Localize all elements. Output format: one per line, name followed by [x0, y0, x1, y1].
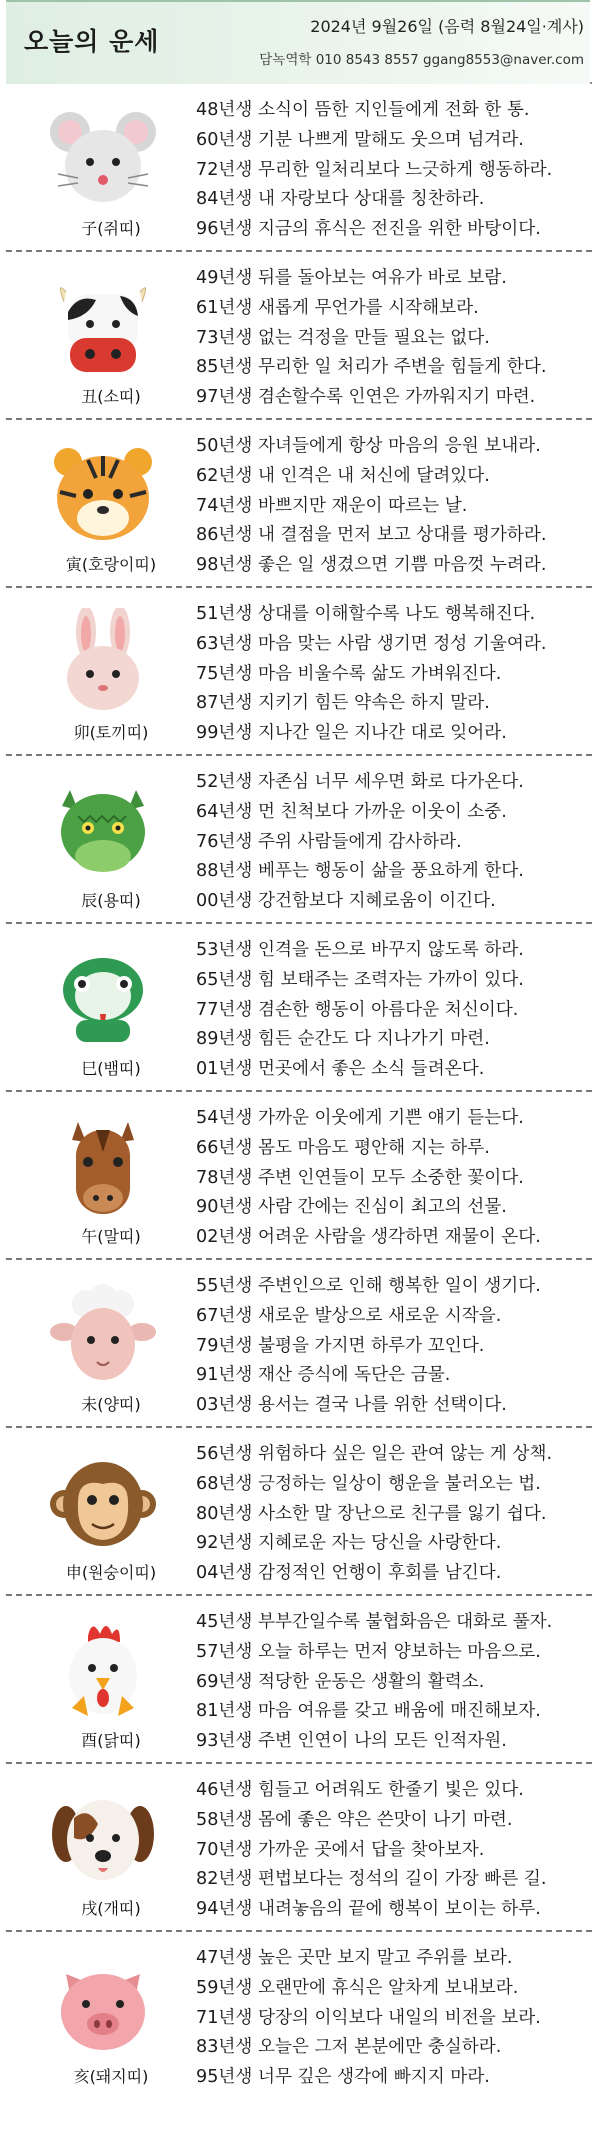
date-text: 2024년 9월26일 (음력 8월24일·계사): [310, 17, 584, 36]
header: [6, 0, 592, 84]
fortune-line: 61년생 새롭게 무언가를 시작해보라.: [196, 297, 479, 318]
fortune-line: 04년생 감정적인 언행이 후회를 남긴다.: [196, 1563, 502, 1584]
fortune-line: 97년생 겸손할수록 인연은 가까워지기 마련.: [196, 387, 536, 408]
page-title: 오늘의 운세: [24, 27, 160, 56]
zodiac-label: 午(말띠): [81, 1227, 141, 1246]
fortune-line: 49년생 뒤를 돌아보는 여유가 바로 보람.: [196, 268, 507, 288]
fortune-line: 76년생 주위 사람들에게 감사하라.: [196, 831, 462, 852]
zodiac-row: [6, 1596, 592, 1764]
fortune-line: 89년생 힘든 순간도 다 지나가기 마련.: [196, 1029, 490, 1050]
fortune-line: 60년생 기분 나쁘게 말해도 웃으며 넘겨라.: [196, 129, 524, 150]
zodiac-label: 未(양띠): [81, 1395, 141, 1414]
zodiac-row: [6, 84, 592, 252]
fortune-line: 54년생 가까운 이웃에게 기쁜 얘기 듣는다.: [196, 1108, 524, 1128]
fortune-lines: [196, 96, 588, 245]
fortune-line: 56년생 위험하다 싶은 일은 관여 않는 게 상책.: [196, 1444, 553, 1464]
fortune-line: 83년생 오늘은 그저 본분에만 충실하라.: [196, 2037, 502, 2058]
fortune-line: 65년생 힘 보태주는 조력자는 가까이 있다.: [196, 969, 524, 990]
fortune-line: 50년생 자녀들에게 항상 마음의 응원 보내라.: [196, 436, 541, 456]
fortune-line: 84년생 내 자랑보다 상대를 칭찬하라.: [196, 189, 485, 210]
zodiac-label: 戌(개띠): [81, 1899, 141, 1918]
zodiac-row: [6, 1260, 592, 1428]
fortune-line: 58년생 몸에 좋은 약은 쓴맛이 나기 마련.: [196, 1809, 513, 1830]
tiger-icon: [48, 440, 158, 550]
horse-icon: [48, 1112, 158, 1222]
fortune-line: 73년생 없는 걱정을 만들 필요는 없다.: [196, 327, 490, 348]
fortune-lines: [196, 1272, 588, 1421]
zodiac-row: [6, 1428, 592, 1596]
fortune-lines: [196, 1104, 588, 1253]
fortune-lines: [196, 1776, 588, 1925]
pig-icon: [48, 1952, 158, 2062]
fortune-line: 78년생 주변 인연들이 모두 소중한 꽃이다.: [196, 1167, 524, 1188]
fortune-line: 51년생 상대를 이해할수록 나도 행복해진다.: [196, 604, 536, 624]
fortune-lines: [196, 1440, 588, 1589]
fortune-line: 70년생 가까운 곳에서 답을 찾아보자.: [196, 1839, 485, 1860]
zodiac-list: [6, 84, 592, 2098]
fortune-line: 82년생 편법보다는 정석의 길이 가장 빠른 길.: [196, 1869, 547, 1890]
fortune-line: 87년생 지키기 힘든 약속은 하지 말라.: [196, 693, 490, 714]
fortune-line: 59년생 오랜만에 휴식은 알차게 보내보라.: [196, 1977, 519, 1998]
fortune-line: 45년생 부부간일수록 불협화음은 대화로 풀자.: [196, 1612, 553, 1632]
fortune-line: 94년생 내려놓음의 끝에 행복이 보이는 하루.: [196, 1899, 541, 1920]
zodiac-row: [6, 1764, 592, 1932]
zodiac-row: [6, 924, 592, 1092]
fortune-lines: [196, 1944, 588, 2093]
fortune-line: 52년생 자존심 너무 세우면 화로 다가온다.: [196, 772, 524, 792]
fortune-lines: [196, 600, 588, 749]
fortune-line: 72년생 무리한 일처리보다 느긋하게 행동하라.: [196, 159, 553, 180]
fortune-lines: [196, 936, 588, 1085]
zodiac-label: 子(쥐띠): [81, 219, 141, 238]
fortune-lines: [196, 768, 588, 917]
fortune-line: 93년생 주변 인연이 나의 모든 인적자원.: [196, 1731, 507, 1752]
ox-icon: [48, 272, 158, 382]
zodiac-row: [6, 756, 592, 924]
fortune-line: 96년생 지금의 휴식은 전진을 위한 바탕이다.: [196, 219, 541, 240]
fortune-line: 79년생 불평을 가지면 하루가 꼬인다.: [196, 1335, 485, 1356]
fortune-line: 57년생 오늘 하루는 먼저 양보하는 마음으로.: [196, 1641, 541, 1662]
zodiac-row: [6, 1932, 592, 2098]
fortune-line: 77년생 겸손한 행동이 아름다운 처신이다.: [196, 999, 519, 1020]
zodiac-row: [6, 252, 592, 420]
fortune-line: 48년생 소식이 뜸한 지인들에게 전화 한 통.: [196, 100, 530, 120]
rabbit-icon: [48, 608, 158, 718]
zodiac-row: [6, 1092, 592, 1260]
fortune-line: 55년생 주변인으로 인해 행복한 일이 생기다.: [196, 1276, 541, 1296]
fortune-line: 64년생 먼 친척보다 가까운 이웃이 소중.: [196, 801, 507, 822]
fortune-line: 81년생 마음 여유를 갖고 배움에 매진해보자.: [196, 1701, 541, 1722]
fortune-line: 00년생 강건함보다 지혜로움이 이긴다.: [196, 891, 496, 912]
fortune-line: 71년생 당장의 이익보다 내일의 비전을 보라.: [196, 2007, 541, 2028]
fortune-line: 02년생 어려운 사람을 생각하면 재물이 온다.: [196, 1227, 541, 1248]
fortune-line: 95년생 너무 깊은 생각에 빠지지 마라.: [196, 2067, 490, 2088]
fortune-lines: [196, 432, 588, 581]
fortune-line: 91년생 재산 증식에 독단은 금물.: [196, 1365, 451, 1386]
zodiac-label: 辰(용띠): [81, 891, 141, 910]
rooster-icon: [48, 1616, 158, 1726]
fortune-page: [6, 0, 592, 2129]
fortune-line: 03년생 용서는 결국 나를 위한 선택이다.: [196, 1395, 507, 1416]
fortune-line: 68년생 긍정하는 일상이 행운을 불러오는 법.: [196, 1473, 541, 1494]
zodiac-row: [6, 588, 592, 756]
contact-text: 담녹역학 010 8543 8557 ggang8553@naver.com: [259, 52, 584, 68]
fortune-line: 80년생 사소한 말 장난으로 친구를 잃기 쉽다.: [196, 1503, 547, 1524]
fortune-line: 90년생 사람 간에는 진심이 최고의 선물.: [196, 1197, 507, 1218]
zodiac-label: 酉(닭띠): [81, 1731, 141, 1750]
fortune-lines: [196, 1608, 588, 1757]
fortune-line: 63년생 마음 맞는 사람 생기면 정성 기울여라.: [196, 633, 547, 654]
zodiac-label: 寅(호랑이띠): [65, 555, 157, 574]
fortune-line: 66년생 몸도 마음도 평안해 지는 하루.: [196, 1137, 490, 1158]
fortune-line: 62년생 내 인격은 내 처신에 달려있다.: [196, 465, 490, 486]
snake-icon: [48, 944, 158, 1054]
fortune-line: 75년생 마음 비울수록 삶도 가벼워진다.: [196, 663, 502, 684]
fortune-line: 46년생 힘들고 어려워도 한줄기 빛은 있다.: [196, 1780, 524, 1800]
fortune-line: 99년생 지나간 일은 지나간 대로 잊어라.: [196, 723, 507, 744]
zodiac-label: 丑(소띠): [81, 387, 141, 406]
zodiac-label: 卯(토끼띠): [73, 723, 149, 742]
dragon-icon: [48, 776, 158, 886]
fortune-line: 88년생 베푸는 행동이 삶을 풍요하게 한다.: [196, 861, 524, 882]
fortune-line: 86년생 내 결점을 먼저 보고 상대를 평가하라.: [196, 525, 547, 546]
fortune-line: 01년생 먼곳에서 좋은 소식 들려온다.: [196, 1059, 485, 1080]
fortune-line: 47년생 높은 곳만 보지 말고 주위를 보라.: [196, 1948, 513, 1968]
fortune-lines: [196, 264, 588, 413]
zodiac-label: 亥(돼지띠): [73, 2067, 149, 2086]
fortune-line: 67년생 새로운 발상으로 새로운 시작을.: [196, 1305, 502, 1326]
monkey-icon: [48, 1448, 158, 1558]
rat-icon: [48, 104, 158, 214]
fortune-line: 98년생 좋은 일 생겼으면 기쁨 마음껏 누려라.: [196, 555, 547, 576]
zodiac-label: 巳(뱀띠): [81, 1059, 141, 1078]
fortune-line: 85년생 무리한 일 처리가 주변을 힘들게 한다.: [196, 357, 547, 378]
fortune-line: 69년생 적당한 운동은 생활의 활력소.: [196, 1671, 485, 1692]
dog-icon: [48, 1784, 158, 1894]
fortune-line: 74년생 바쁘지만 재운이 따르는 날.: [196, 495, 468, 516]
fortune-line: 53년생 인격을 돈으로 바꾸지 않도록 하라.: [196, 940, 524, 960]
zodiac-row: [6, 420, 592, 588]
sheep-icon: [48, 1280, 158, 1390]
zodiac-label: 申(원숭이띠): [65, 1563, 157, 1582]
fortune-line: 92년생 지혜로운 자는 당신을 사랑한다.: [196, 1533, 502, 1554]
